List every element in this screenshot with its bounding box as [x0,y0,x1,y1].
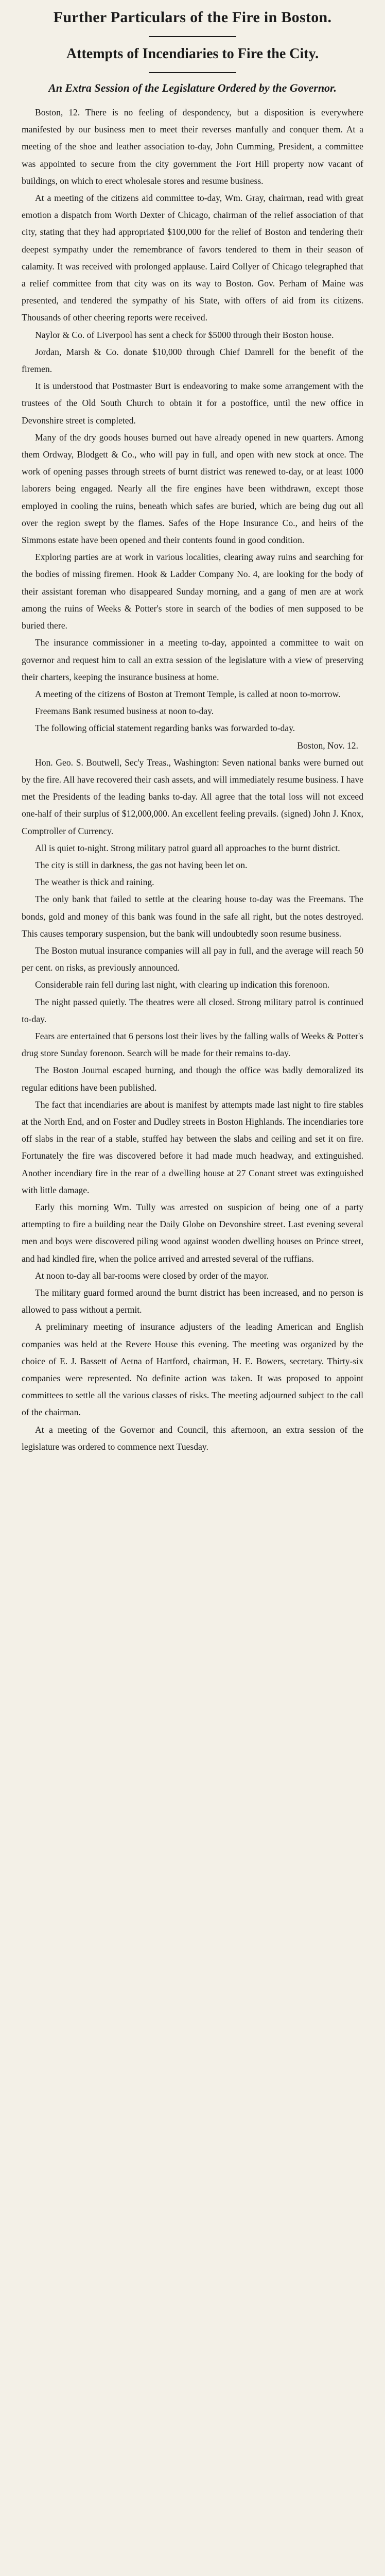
paragraph: A meeting of the citizens of Boston at Tremont Temple, is called at noon to-morrow. [35,688,341,699]
paragraph: The insurance commissioner in a meeting to-day, appointed a committee to wait on governor and request him to call an extra session of the legislature with a view of preserving their charters, keeping the insurance business at home. [22,637,363,682]
paragraph: At a meeting of the Governor and Council, this afternoon, an extra session of the legislature was ordered to commence next Tuesday. [22,1424,363,1452]
divider-rule [149,36,236,37]
subheadline: Attempts of Incendiaries to Fire the City. [66,46,319,62]
paragraph: Hon. Geo. S. Boutwell, Sec'y Treas., Washington: Seven national banks were burned out by the fire. All have recovered their cash assets, and will immediately resume business. I have met the Presidents of the leading banks to-day. All agree that the total loss will not exceed one-half of their surplus of $12,000,000. An excellent feeling prevails. (signed) John J. Knox, Comptroller of Currency. [22,757,363,836]
paragraph: The city is still in darkness, the gas not having been let on. [35,859,248,870]
paragraph: A preliminary meeting of insurance adjusters of the leading American and English companies was held at the Revere House this evening. The meeting was organized by the choice of E. J. Bassett of Aetna of Hartford, chairman, H. E. Bowers, secretary. Thirty-six companies were represented. No definite action was taken. It was proposed to appoint committees to settle all the various classes of risks. The meeting adjourned subject to the call of the chairman. [22,1321,363,1418]
deck: An Extra Session of the Legislature Ordered by the Governor. [48,81,337,94]
paragraph: All is quiet to-night. Strong military patrol guard all approaches to the burnt district. [35,842,340,853]
paragraph: The military guard formed around the burnt district has been increased, and no person is allowed to pass without a permit. [22,1287,363,1315]
paragraph: At noon to-day all bar-rooms were closed by order of the mayor. [35,1270,269,1281]
paragraph: Jordan, Marsh & Co. donate $10,000 through Chief Damrell for the benefit of the firemen. [22,346,363,375]
paragraph: Boston, 12. There is no feeling of despondency, but a disposition is everywhere manifested by our business men to meet their reverses manfully and conquer them. At a meeting of the shoe and leather association to-day, John Cumming, President, a committee was appointed to secure from the city government the Fort Hill property now vacant of buildings, on which to erect wholesale stores and resume business. [22,107,363,186]
paragraph: Exploring parties are at work in various localities, clearing away ruins and searching for the bodies of missing firemen. Hook & Ladder Company No. 4, are looking for the body of their assistant foreman who disappeared Sunday morning, and a gang of men are at work among the ruins of Weeks & Potter's store in search of the bodies of men supposed to be buried there. [22,552,363,631]
article-body [22,104,363,1455]
paragraph: The following official statement regarding banks was forwarded to-day. [35,723,295,734]
paragraph: At a meeting of the citizens aid committee to-day, Wm. Gray, chairman, read with great emotion a dispatch from Worth Dexter of Chicago, chairman of the relief association of that city, stating that they had appropriated $100,000 for the relief of Boston and tendering their deepest sympathy under the remembrance of favors tendered to them in their season of calamity. It was received with prolonged applause. Laird Collyer of Chicago telegraphed that a relief committee from that city was on its way to Boston. Gov. Perham of Maine was presented, and tendered the sympathy of his State, with offers of aid from its citizens. Thousands of other cheering reports were received. [22,193,363,323]
paragraph: The Boston Journal escaped burning, and though the office was badly demoralized its regular editions have been published. [22,1065,363,1093]
paragraph: Considerable rain fell during last night, with clearing up indication this forenoon. [35,979,330,990]
paragraph: Fears are entertained that 6 persons lost their lives by the falling walls of Weeks & Potter's drug store Sunday forenoon. Search will be made for their remains to-day. [22,1030,363,1059]
paragraph: The weather is thick and raining. [35,877,154,888]
paragraph: The fact that incendiaries are about is manifest by attempts made last night to fire stables at the North End, and on Foster and Dudley streets in Boston Highlands. The incendiaries tore off slabs in the rear of a stable, stuffed hay between the slabs and ceiling and set it on fire. Fortunately the fire was discovered before it had made much headway, and extinguished. Another incendiary fire in the rear of a dwelling house at 27 Conant street was extinguished with little damage. [22,1099,363,1195]
paragraph: The only bank that failed to settle at the clearing house to-day was the Freemans. The bonds, gold and money of this bank was found in the safe all right, but the notes destroyed. This causes temporary suspension, but the bank will undoubtedly soon resume business. [22,894,363,939]
headline: Further Particulars of the Fire in Boston. [53,9,332,26]
paragraph: The Boston mutual insurance companies will all pay in full, and the average will reach 50 per cent. on risks, as previously announced. [22,945,363,973]
paragraph: Many of the dry goods houses burned out have already opened in new quarters. Among them Ordway, Blodgett & Co., who will pay in full, and open with new stock at once. The work of opening passes through streets of burnt district was renewed to-day, or at least 1000 laborers being engaged. Nearly all the fire engines have been withdrawn, except those employed in cooling the ruins, beneath which safes are buried, which are being dug out all over the region swept by the flames. Safes of the Hope Insurance Co., and heirs of the Simmons estate have been opened and their contents found in good condition. [22,432,363,546]
paragraph: It is understood that Postmaster Burt is endeavoring to make some arrangement with the trustees of the Old South Church to obtain it for a postoffice, until the new office in Devonshire street is completed. [22,381,363,426]
paragraph: Naylor & Co. of Liverpool has sent a check for $5000 through their Boston house. [35,329,334,340]
divider-rule [149,72,236,73]
paragraph: The night passed quietly. The theatres were all closed. Strong military patrol is continued to-day. [22,996,363,1024]
dateline: Boston, Nov. 12. [297,740,358,751]
paragraph: Early this morning Wm. Tully was arrested on suspicion of being one of a party attempting to fire a building near the Daily Globe on Devonshire street. Last evening several men and boys were discovered piling wood against wooden dwelling houses on Prince street, and had kindled fire, when the police arrived and arrested several of the ruffians. [22,1202,363,1264]
paragraph: Freemans Bank resumed business at noon to-day. [35,706,214,717]
